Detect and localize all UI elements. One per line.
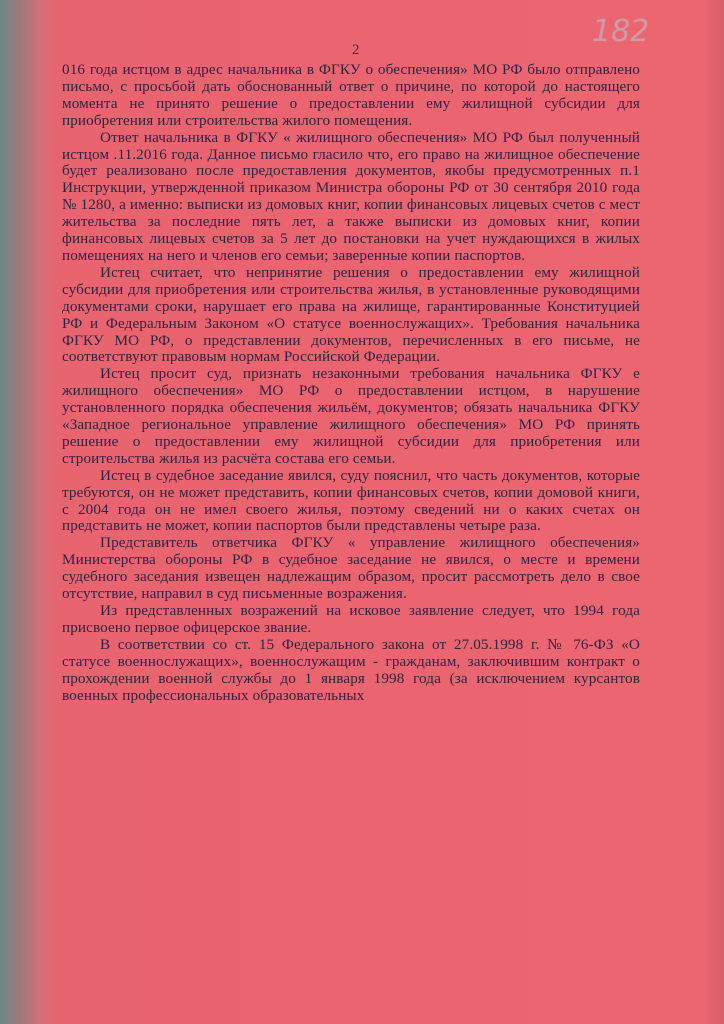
paragraph-3: Истец считает, что непринятие решения о предоставлении ему жилищной субсидии для приобретения или строительства жилья, в установленные руководящими документами сроки, нарушает его права на жилище, гарантированные Конституцией РФ и Федеральным Законом «О статусе военнослужащих». Требования начальника ФГКУ МО РФ, о представлении документов, перечисленных в его письме, не соответствуют правовым нормам Российской Федерации. xyxy=(62,263,640,366)
page-binding-shadow xyxy=(0,0,40,1024)
handwritten-page-mark: 182 xyxy=(592,14,650,49)
document-body xyxy=(62,62,640,704)
paragraph-7: Из представленных возражений на исковое заявление следует, что 1994 года присвоено первое офицерское звание. xyxy=(62,602,640,636)
paragraph-6: Представитель ответчика ФГКУ « управление жилищного обеспечения» Министерства обороны РФ в судебное заседание не явился, о месте и времени судебного заседания извещен надлежащим образом, просит рассмотреть дело в свое отсутствие, направил в суд письменные возражения. xyxy=(62,534,640,603)
page-right-edge xyxy=(704,0,724,1024)
paragraph-2: Ответ начальника в ФГКУ « жилищного обеспечения» МО РФ был полученный истцом .11.2016 года. Данное письмо гласило что, его право на жилищное обеспечение будет реализовано после предоставления документов, якобы предусмотренных п.1 Инструкции, утвержденной приказом Министра обороны РФ от 30 сентября 2010 года № 1280, а именно: выписки из домовых книг, копии финансовых лицевых счетов с мест жительства за последние пять лет, а также выписки из домовых книг, копии финансовых лицевых счетов за 5 лет до постановки на учет нуждающихся в жилых помещениях на него и членов его семьи; заверенные копии паспортов. xyxy=(62,128,640,264)
page-number: 2 xyxy=(352,42,360,58)
paragraph-8: В соответствии со ст. 15 Федерального закона от 27.05.1998 г. № 76-ФЗ «О статусе военнослужащих», военнослужащим - гражданам, заключившим контракт о прохождении военной службы до 1 января 1998 года (за исключением курсантов военных профессиональных образовательных xyxy=(62,635,640,704)
paragraph-1: 016 года истцом в адрес начальника в ФГКУ о обеспечения» МО РФ было отправлено письмо, с просьбой дать обоснованный ответ о причине, по которой до настоящего момента не принято решение о предоставлении ему жилищной субсидии для приобретения или строительства жилого помещения. xyxy=(62,61,640,129)
paragraph-5: Истец в судебное заседание явился, суду пояснил, что часть документов, которые требуются, он не может представить, копии финансовых счетов, копии домовой книги, с 2004 года он не имел своего жилья, поэтому сведений ни о каких счетах он представить не может, копии паспортов были представлены четыре раза. xyxy=(62,466,640,535)
paragraph-4: Истец просит суд, признать незаконными требования начальника ФГКУ е жилищного обеспечения» МО РФ о предоставлении истцом, в нарушение установленного порядка обеспечения жильём, документов; обязать начальника ФГКУ «Западное региональное управление жилищного обеспечения» МО РФ принять решение о предоставлении ему жилищной субсидии для приобретения или строительства жилья из расчёта состава его семьи. xyxy=(62,365,640,467)
